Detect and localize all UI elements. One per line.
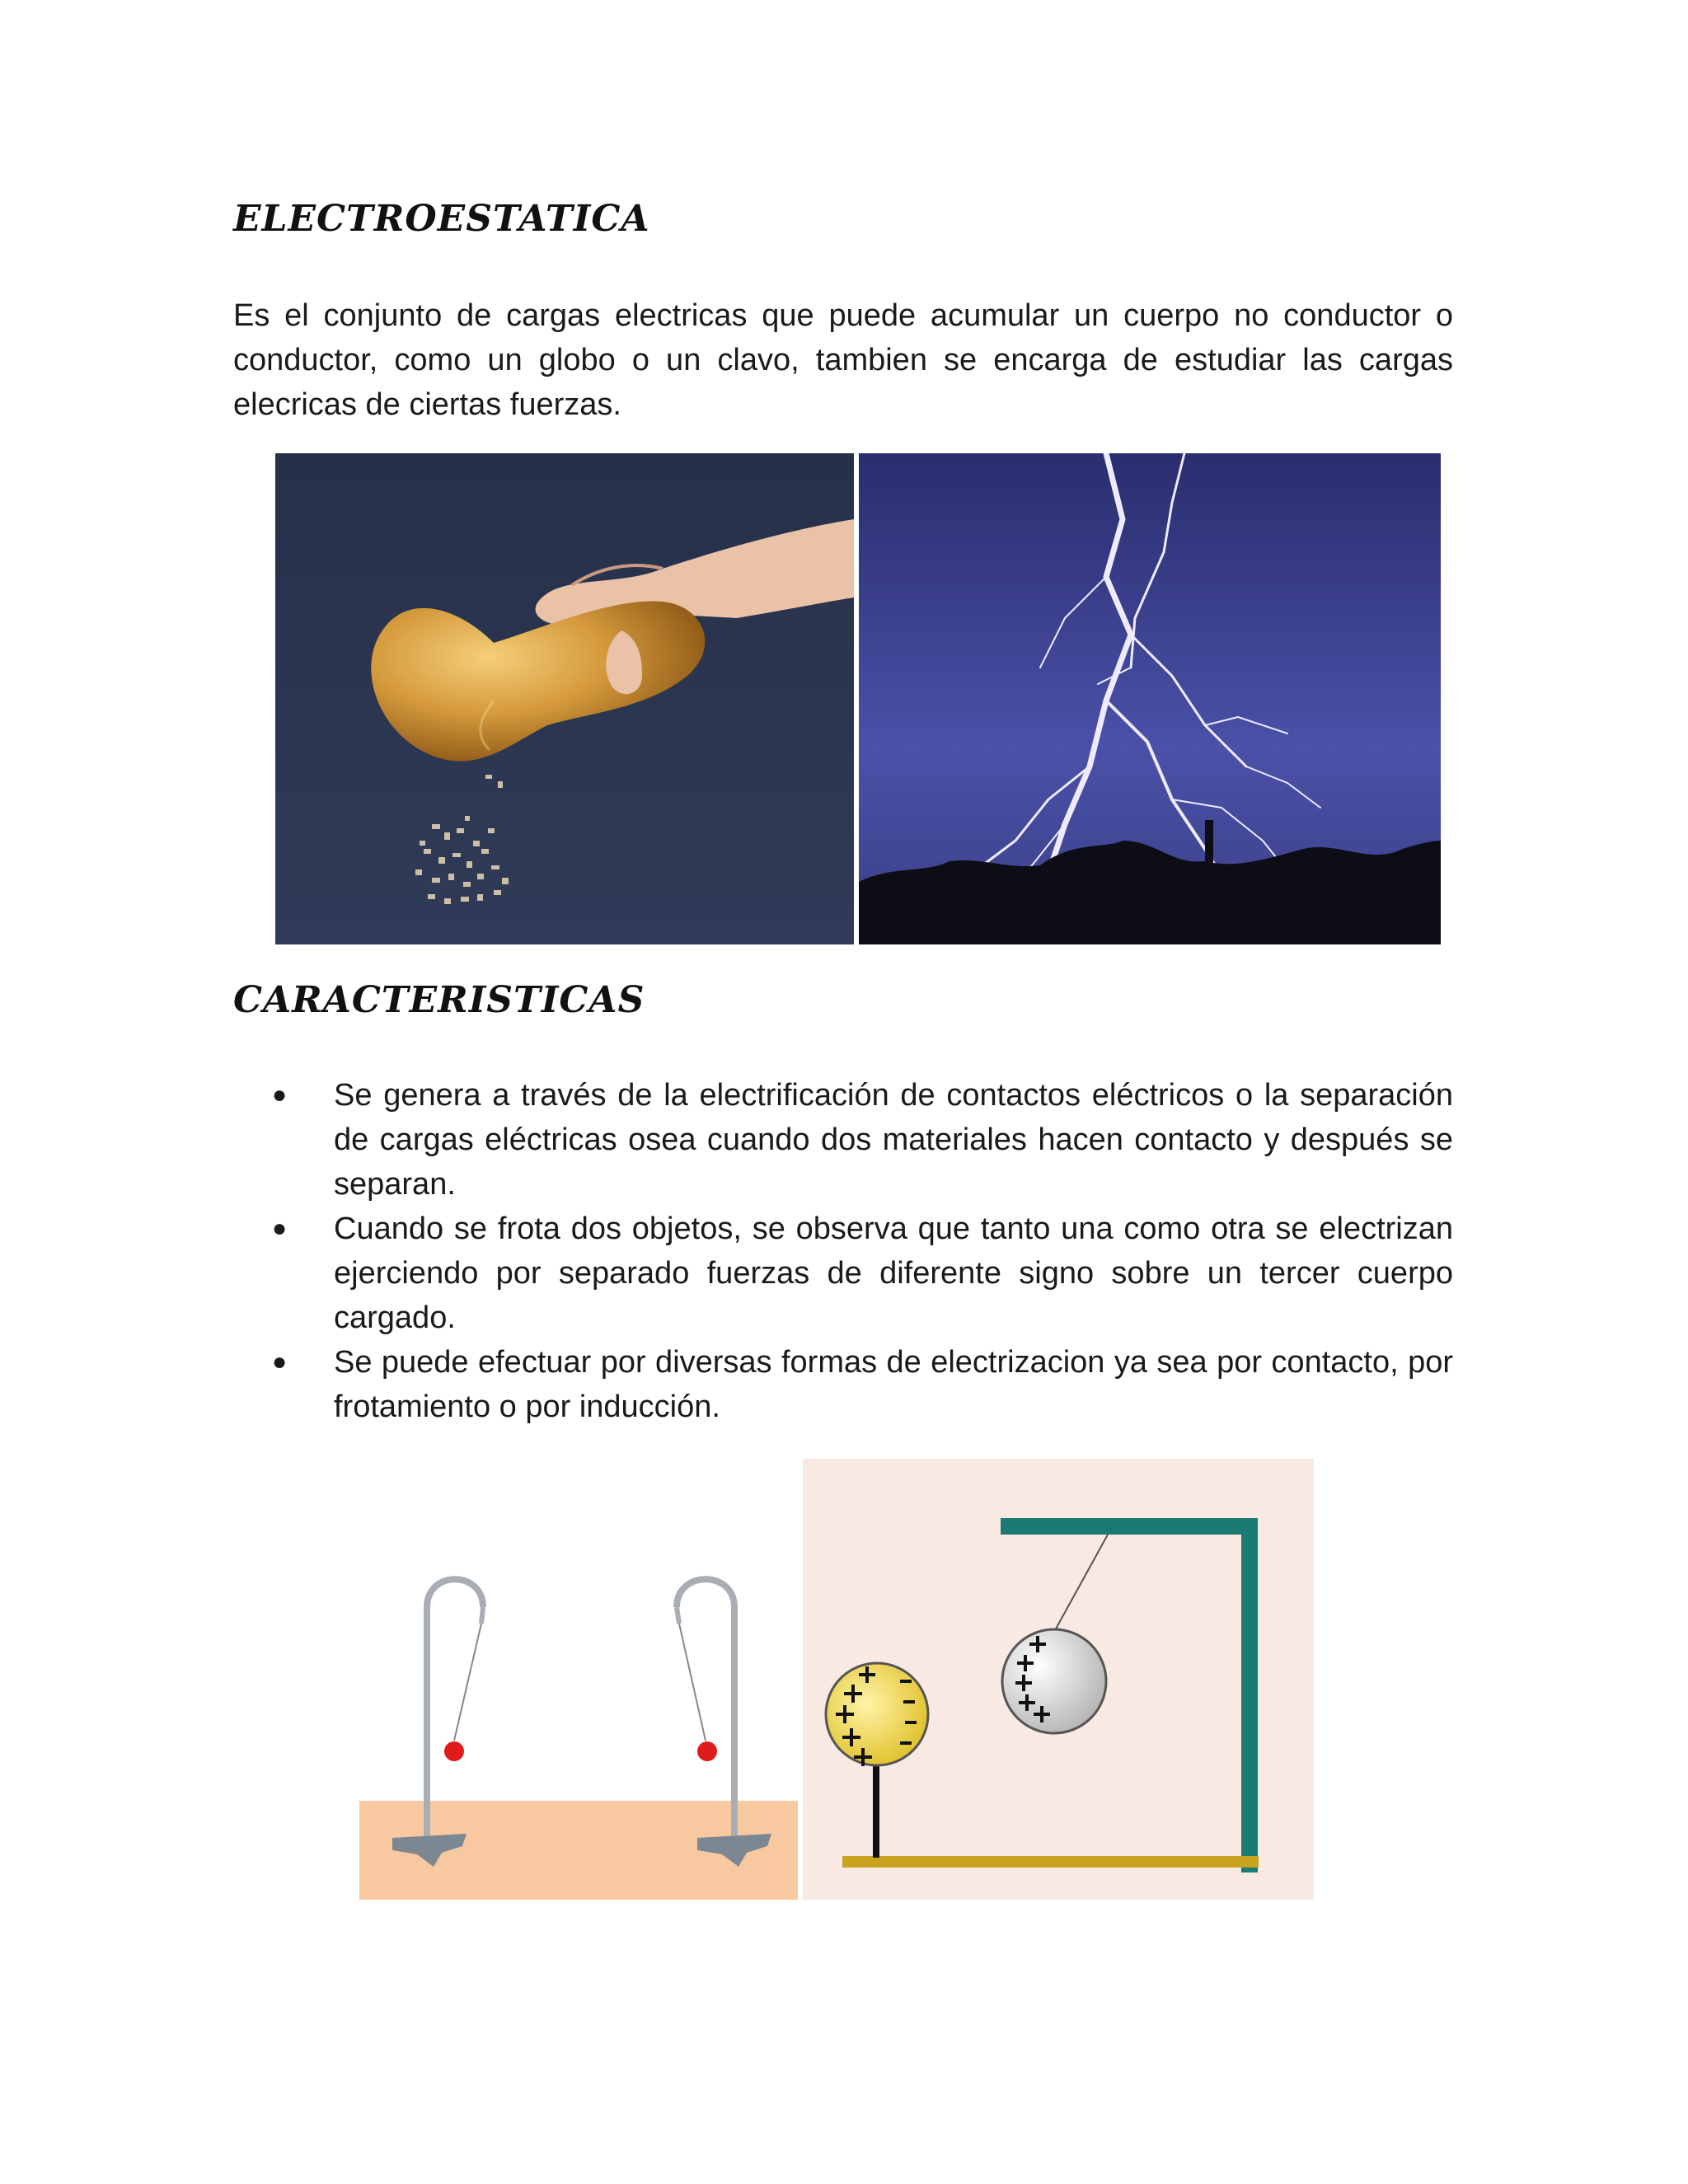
induction-diagram (803, 1459, 1314, 1900)
list-item-text: Se puede efectuar por diversas formas de electrizacion ya sea por contacto, por frotamiento o por inducción. (334, 1345, 1453, 1424)
induction-illustration (803, 1459, 1314, 1900)
lightning-photo-illustration (859, 453, 1441, 944)
pendulum-stands-diagram (359, 1549, 798, 1900)
characteristics-list (272, 1073, 1453, 1429)
lightning-photo (859, 453, 1441, 944)
list-item (272, 1073, 1453, 1207)
bullet-icon: ● (272, 1215, 288, 1242)
section-heading-electroestatica: ELECTROESTATICA (233, 198, 650, 240)
bullet-icon: ● (272, 1081, 288, 1108)
bullet-icon: ● (272, 1348, 288, 1376)
list-item (272, 1207, 1453, 1340)
list-item (272, 1340, 1453, 1429)
section-heading-caracteristicas: CARACTERISTICAS (233, 979, 645, 1021)
balloon-photo (275, 453, 854, 944)
pendulum-stands-illustration (359, 1549, 798, 1900)
list-item-text: Cuando se frota dos objetos, se observa que tanto una como otra se electrizan ejerciendo por separado fuerzas de diferente signo sobre un tercer cuerpo cargado. (334, 1212, 1453, 1335)
definition-paragraph: Es el conjunto de cargas electricas que puede acumular un cuerpo no conductor o conductor, como un globo o un clavo, tambien se encarga de estudiar las cargas elecricas de ciertas fuerzas. (233, 298, 1453, 422)
balloon-photo-illustration (275, 453, 854, 944)
list-item-text: Se genera a través de la electrificación de contactos eléctricos o la separación de cargas eléctricas osea cuando dos materiales hacen contacto y después se separan. (334, 1078, 1453, 1202)
